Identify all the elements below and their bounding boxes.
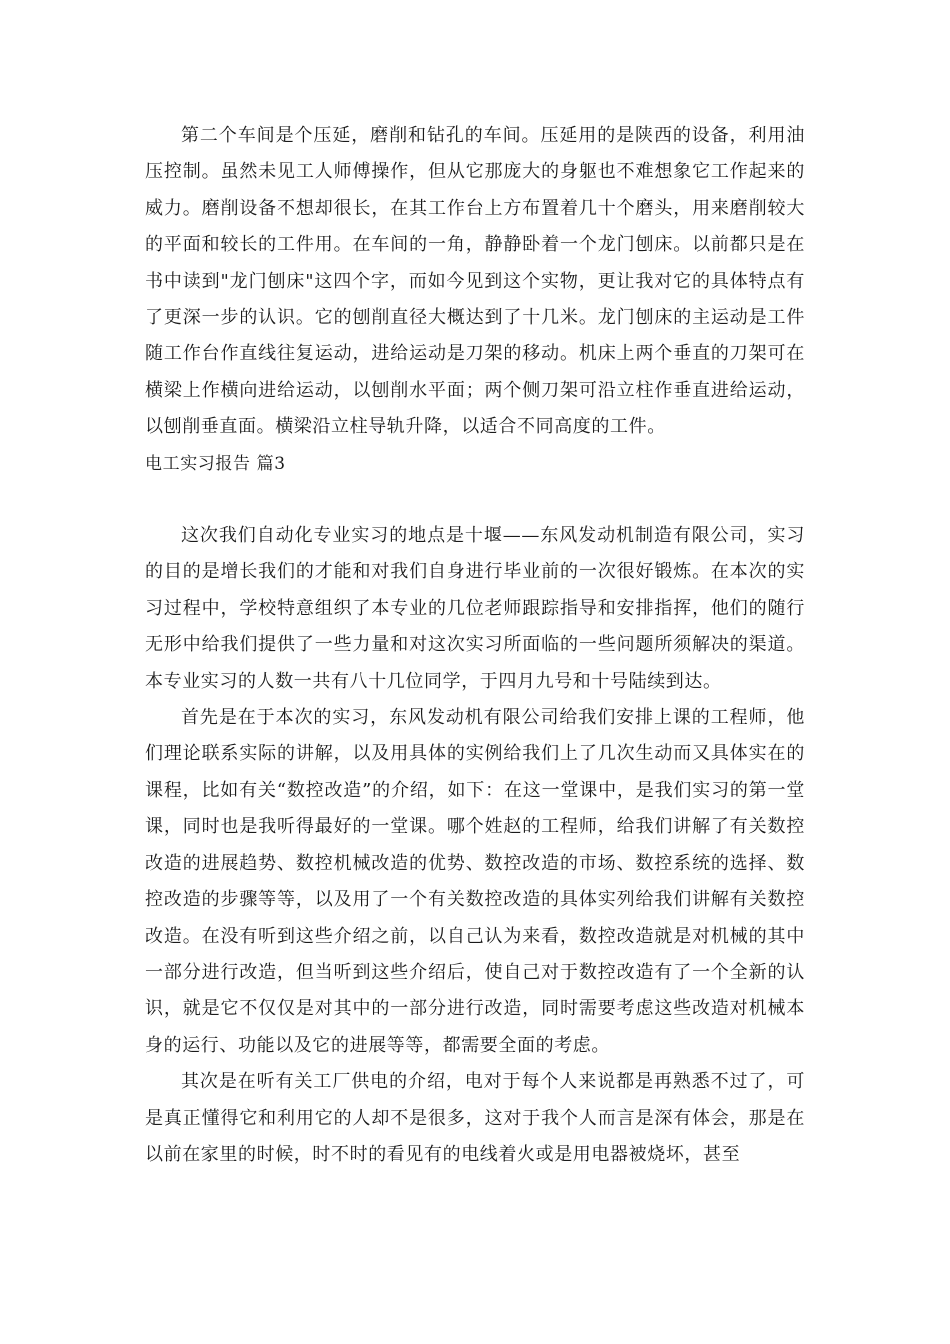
- paragraph-power: 其次是在听有关工厂供电的介绍，电对于每个人来说都是再熟悉不过了，可是真正懂得它和利用它的人却不是很多，这对于我个人而言是深有体会，那是在以前在家里的时候，时不时的看见有的电线着火或是用电器被烧坏，甚至: [145, 1071, 805, 1165]
- paragraph-workshop: 第二个车间是个压延，磨削和钻孔的车间。压延用的是陕西的设备，利用油压控制。虽然未见工人师傅操作，但从它那庞大的身躯也不难想象它工作起来的威力。磨削设备不想却很长，在其工作台上方布置着几十个磨头，用来磨削较大的平面和较长的工件用。在车间的一角，静静卧着一个龙门刨床。以前都只是在书中读到"龙门刨床"这四个字，而如今见到这个实物，更让我对它的具体特点有了更深一步的认识。它的刨削直径大概达到了十几米。龙门刨床的主运动是工件随工作台作直线往复运动，进给运动是刀架的移动。机床上两个垂直的刀架可在横梁上作横向进给运动，以刨削水平面；两个侧刀架可沿立柱作垂直进给运动，以刨削垂直面。横梁沿立柱导轨升降，以适合不同高度的工件。: [145, 125, 805, 438]
- paragraph-intro: 这次我们自动化专业实习的地点是十堰——东风发动机制造有限公司，实习的目的是增长我们的才能和对我们自身进行毕业前的一次很好锻炼。在本次的实习过程中，学校特意组织了本专业的几位老师跟踪指导和安排指挥，他们的随行无形中给我们提供了一些力量和对这次实习所面临的一些问题所须解决的渠道。本专业实习的人数一共有八十几位同学，于四月九号和十号陆续到达。: [145, 525, 805, 692]
- paragraph-cnc: 首先是在于本次的实习，东风发动机有限公司给我们安排上课的工程师，他们理论联系实际的讲解，以及用具体的实例给我们上了几次生动而又具体实在的课程，比如有关“数控改造”的介绍，如下：在这一堂课中，是我们实习的第一堂课，同时也是我听得最好的一堂课。哪个姓赵的工程师，给我们讲解了有关数控改造的进展趋势、数控机械改造的优势、数控改造的市场、数控系统的选择、数控改造的步骤等等，以及用了一个有关数控改造的具体实列给我们讲解有关数控改造。在没有听到这些介绍之前，以自己认为来看，数控改造就是对机械的其中一部分进行改造，但当听到这些介绍后，使自己对于数控改造有了一个全新的认识，就是它不仅仅是对其中的一部分进行改造，同时需要考虑这些改造对机械本身的运行、功能以及它的进展等等，都需要全面的考虑。: [145, 707, 805, 1056]
- document-body: [145, 118, 805, 1173]
- section-spacer: [145, 482, 805, 518]
- section-heading: 电工实习报告 篇3: [145, 453, 286, 474]
